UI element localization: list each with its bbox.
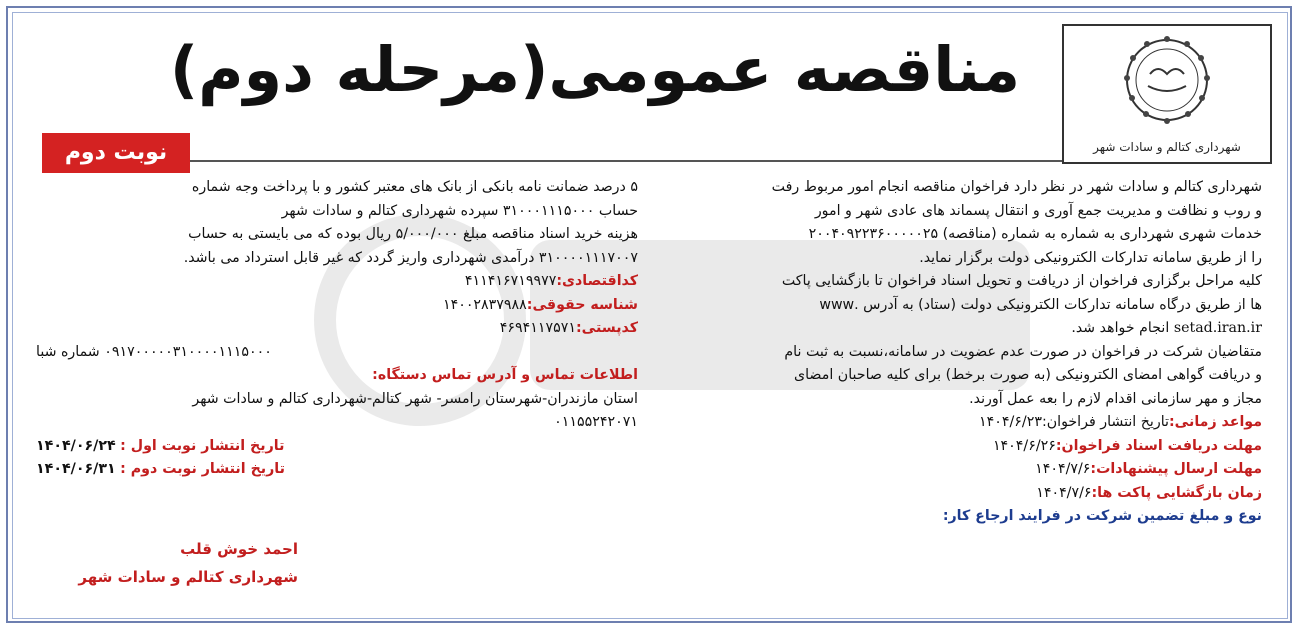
- logo-caption: شهرداری کتالم و سادات شهر: [1093, 140, 1241, 154]
- text-line: ۵ درصد ضمانت نامه بانکی از بانک های معتبر کشور و با پرداخت وجه شماره: [191, 179, 638, 195]
- text-line: مجاز و مهر سازمانی اقدام لازم را بعه عمل آورند.: [969, 390, 1262, 407]
- economic-code-label: کداقتصادی:: [556, 273, 638, 289]
- municipality-seal-icon: [1112, 34, 1222, 132]
- text-line: خدمات شهری شهرداری به شماره به شماره (مناقصه) ۲۰۰۴۰۹۲۲۳۶۰۰۰۰۰۲۵: [808, 226, 1262, 242]
- text-line: کلیه مراحل برگزاری فراخوان از دریافت و تحویل اسناد فراخوان تا بازگشایی پاکت: [781, 273, 1262, 289]
- schedule-value: ۱۴۰۴/۶/۲۶: [992, 437, 1056, 454]
- pub2-label: تاریخ انتشار نوبت دوم :: [120, 461, 285, 477]
- contact-heading: اطلاعات تماس و آدرس تماس دستگاه:: [372, 367, 638, 383]
- schedule-value: ۱۴۰۴/۷/۶: [1035, 461, 1091, 477]
- text-line: ها از طریق درگاه سامانه تدارکات الکترونیکی دولت (ستاد) به آدرس .www: [819, 296, 1262, 313]
- schedule-value: تاریخ انتشار فراخوان:۱۴۰۴/۶/۲۳: [979, 414, 1169, 430]
- signature-org: شهرداری کتالم و سادات شهر: [78, 568, 298, 586]
- page-title: مناقصه عمومی(مرحله دوم): [169, 33, 1021, 106]
- economic-code-value: ۴۱۱۴۱۶۷۱۹۹۷۷: [464, 273, 557, 289]
- schedule-row: [658, 435, 1262, 459]
- postal-code-label: کدپستی:: [575, 320, 638, 336]
- municipality-logo: [1062, 24, 1272, 164]
- left-column: [36, 176, 638, 482]
- pub1-value: ۱۴۰۴/۰۶/۲۴: [36, 437, 116, 454]
- pub2-value: ۱۴۰۴/۰۶/۳۱: [36, 461, 116, 477]
- text-line: ۳۱۰۰۰۰۱۱۱۷۰۰۷ درآمدی شهرداری واریز گردد که غیر قابل استرداد می باشد.: [183, 249, 638, 266]
- schedule-label: مهلت ارسال پیشنهادات:: [1090, 461, 1262, 477]
- pub-date-row: [36, 435, 638, 459]
- text-line: را از طریق سامانه تدارکات الکترونیکی دولت برگزار نماید.: [919, 249, 1262, 266]
- text-line: هزینه خرید اسناد مناقصه مبلغ ۵/۰۰۰/۰۰۰ ریال بوده که می بایستی به حساب: [188, 226, 638, 242]
- schedule-row: [658, 482, 1262, 506]
- address-line: استان مازندران-شهرستان رامسر- شهر کتالم-شهرداری کتالم و سادات شهر: [192, 390, 638, 407]
- text-line: و روب و نظافت و مدیریت جمع آوری و انتقال پسماند های عادی شهر و امور: [814, 202, 1262, 219]
- schedule-value: ۱۴۰۴/۷/۶: [1036, 484, 1092, 501]
- pub1-label: تاریخ انتشار نوبت اول :: [120, 437, 285, 454]
- shaba-number: ۰۹۱۷۰۰۰۰۰۳۱۰۰۰۰۱۱۱۵۰۰۰ شماره شبا: [36, 343, 272, 360]
- schedule-label: مواعد زمانی:: [1168, 414, 1262, 430]
- text-line: حساب ۳۱۰۰۰۱۱۱۵۰۰۰ سپرده شهرداری کتالم و سادات شهر: [281, 202, 638, 219]
- signature-name: احمد خوش قلب: [180, 540, 298, 558]
- id-row: [36, 294, 638, 318]
- postal-code-value: ۴۶۹۴۱۱۷۵۷۱: [499, 320, 576, 336]
- text-line: setad.iran.ir انجام خواهد شد.: [1071, 320, 1262, 336]
- title-rule: [190, 160, 1062, 162]
- schedule-label: مهلت دریافت اسناد فراخوان:: [1055, 437, 1262, 454]
- shaba-line: [36, 341, 638, 365]
- id-row: [36, 270, 638, 294]
- schedule-row: [658, 411, 1262, 435]
- schedule-label: زمان بازگشایی پاکت ها:: [1091, 484, 1262, 501]
- legal-id-value: ۱۴۰۰۲۸۳۷۹۸۸: [442, 296, 527, 313]
- pub-date-row: [36, 458, 638, 482]
- text-line: شهرداری کتالم و سادات شهر در نظر دارد فراخوان مناقصه انجام امور مربوط رفت: [771, 179, 1262, 195]
- schedule-row: [658, 458, 1262, 482]
- id-row: [36, 317, 638, 341]
- text-line: و دریافت گواهی امضای الکترونیکی (به صورت برخط) برای کلیه صاحبان امضای: [794, 367, 1262, 383]
- phone-line: ۰۱۱۵۵۲۴۲۰۷۱: [554, 414, 638, 430]
- legal-id-label: شناسه حقوقی:: [526, 296, 638, 313]
- text-line: متقاضیان شرکت در فراخوان در صورت عدم عضویت در سامانه،نسبت به ثبت نام: [784, 343, 1262, 360]
- turn-badge: نوبت دوم: [42, 133, 190, 173]
- guarantee-heading: نوع و مبلغ تضمین شرکت در فرایند ارجاع کار:: [942, 508, 1262, 524]
- right-column: [658, 176, 1262, 529]
